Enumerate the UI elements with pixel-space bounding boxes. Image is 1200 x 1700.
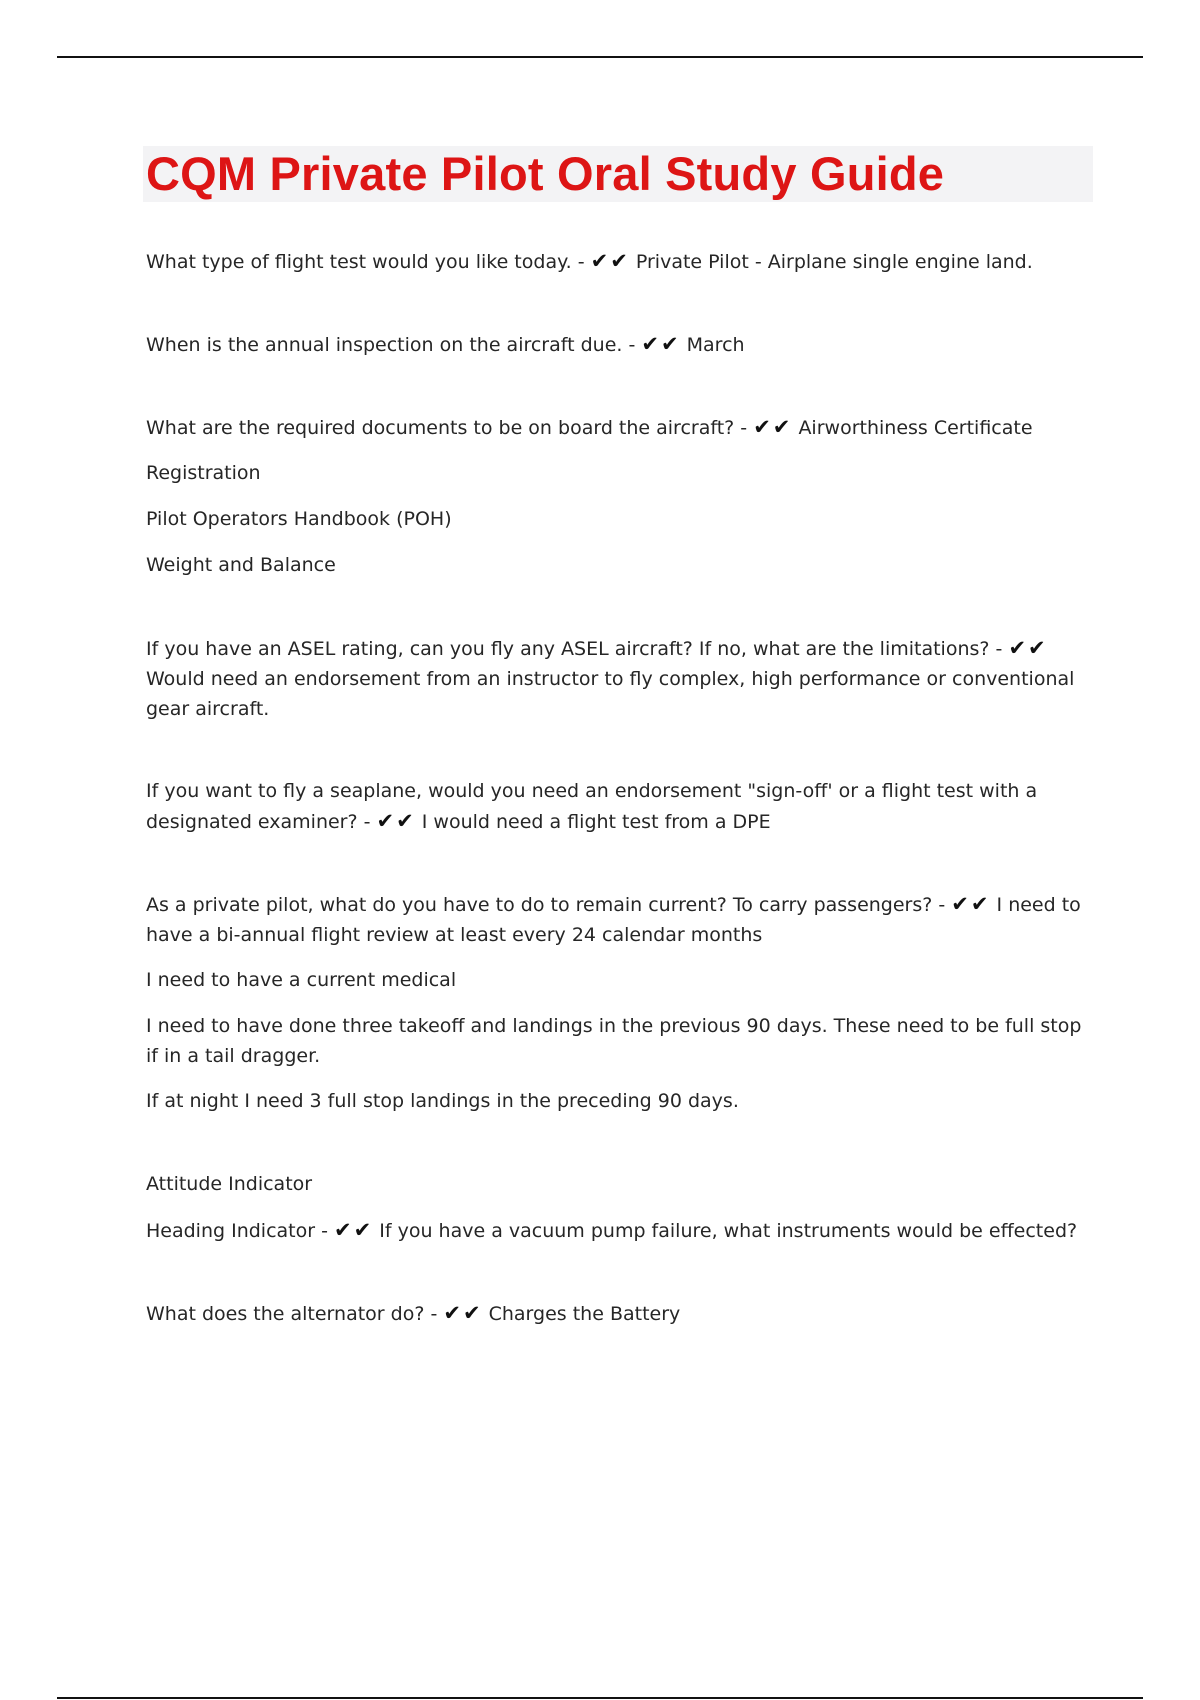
separator: -: [357, 811, 377, 833]
separator: -: [424, 1303, 444, 1325]
flashcard: [146, 412, 1096, 581]
question-text: When is the annual inspection on the aircraft due.: [146, 334, 623, 356]
answer-line: Weight and Balance: [146, 554, 336, 576]
separator: -: [989, 638, 1009, 660]
question-text: If you have an ASEL rating, can you fly any ASEL aircraft? If no, what are the limitations?: [146, 638, 990, 660]
answer-line: I need to have a current medical: [146, 969, 457, 991]
double-check-icon: ✔✔: [753, 415, 793, 439]
separator: -: [734, 417, 754, 439]
answer-text: Charges the Battery: [488, 1303, 681, 1325]
flashcard: [146, 889, 1096, 1117]
double-check-icon: ✔✔: [1008, 636, 1048, 660]
question-text: What type of flight test would you like today.: [146, 251, 572, 273]
double-check-icon: ✔✔: [443, 1301, 483, 1325]
separator: -: [315, 1220, 334, 1242]
flashcard: [146, 1298, 1096, 1329]
question-answer-line: [146, 633, 1096, 724]
answer-text: Airworthiness Certificate: [798, 417, 1033, 439]
flashcard: [146, 776, 1096, 837]
answer-text: March: [686, 334, 745, 356]
question-text: As a private pilot, what do you have to do to remain current? To carry passengers?: [146, 894, 933, 916]
answer-line: If at night I need 3 full stop landings in the preceding 90 days.: [146, 1090, 739, 1112]
question-answer-line: [146, 246, 1096, 277]
double-check-icon: ✔✔: [590, 249, 630, 273]
flashcard: [146, 633, 1096, 724]
question-answer-line: [146, 1298, 1096, 1329]
answer-text: Would need an endorsement from an instructor to fly complex, high performance or conventional gear aircraft.: [146, 668, 1075, 720]
answer-text: If you have a vacuum pump failure, what instruments would be effected?: [379, 1220, 1078, 1242]
document-title: CQM Private Pilot Oral Study Guide: [146, 147, 945, 200]
question-answer-line: [146, 889, 1096, 950]
bottom-rule: [57, 1697, 1143, 1699]
separator: -: [622, 334, 642, 356]
pre-question-line: Attitude Indicator: [146, 1173, 313, 1195]
question-text: Heading Indicator: [146, 1220, 316, 1242]
question-answer-line: [146, 329, 1096, 360]
flashcard: [146, 246, 1096, 277]
separator: -: [932, 894, 952, 916]
flashcard: [146, 1169, 1096, 1246]
question-text: What are the required documents to be on board the aircraft?: [146, 417, 735, 439]
double-check-icon: ✔✔: [376, 809, 416, 833]
flashcard: [146, 329, 1096, 360]
question-text: What does the alternator do?: [146, 1303, 425, 1325]
question-answer-line: [146, 776, 1096, 837]
top-rule: [57, 56, 1143, 58]
double-check-icon: ✔✔: [641, 332, 681, 356]
answer-text: I need to have a bi-annual flight review at least every 24 calendar months: [146, 894, 1081, 946]
separator: -: [571, 251, 591, 273]
answer-text: Private Pilot - Airplane single engine land.: [635, 251, 1033, 273]
answer-text: I would need a flight test from a DPE: [421, 811, 771, 833]
answer-line: Pilot Operators Handbook (POH): [146, 508, 452, 530]
double-check-icon: ✔✔: [334, 1218, 374, 1242]
flashcard-list: [146, 246, 1096, 1381]
double-check-icon: ✔✔: [951, 892, 991, 916]
question-text: If you want to fly a seaplane, would you need an endorsement "sign-off' or a flight test with a designated examiner?: [146, 780, 1038, 833]
question-answer-line: [146, 412, 1096, 443]
answer-line: Registration: [146, 462, 261, 484]
answer-line: I need to have done three takeoff and landings in the previous 90 days. These need to be full stop if in a tail dragger.: [146, 1015, 1082, 1067]
question-answer-line: [146, 1215, 1096, 1246]
